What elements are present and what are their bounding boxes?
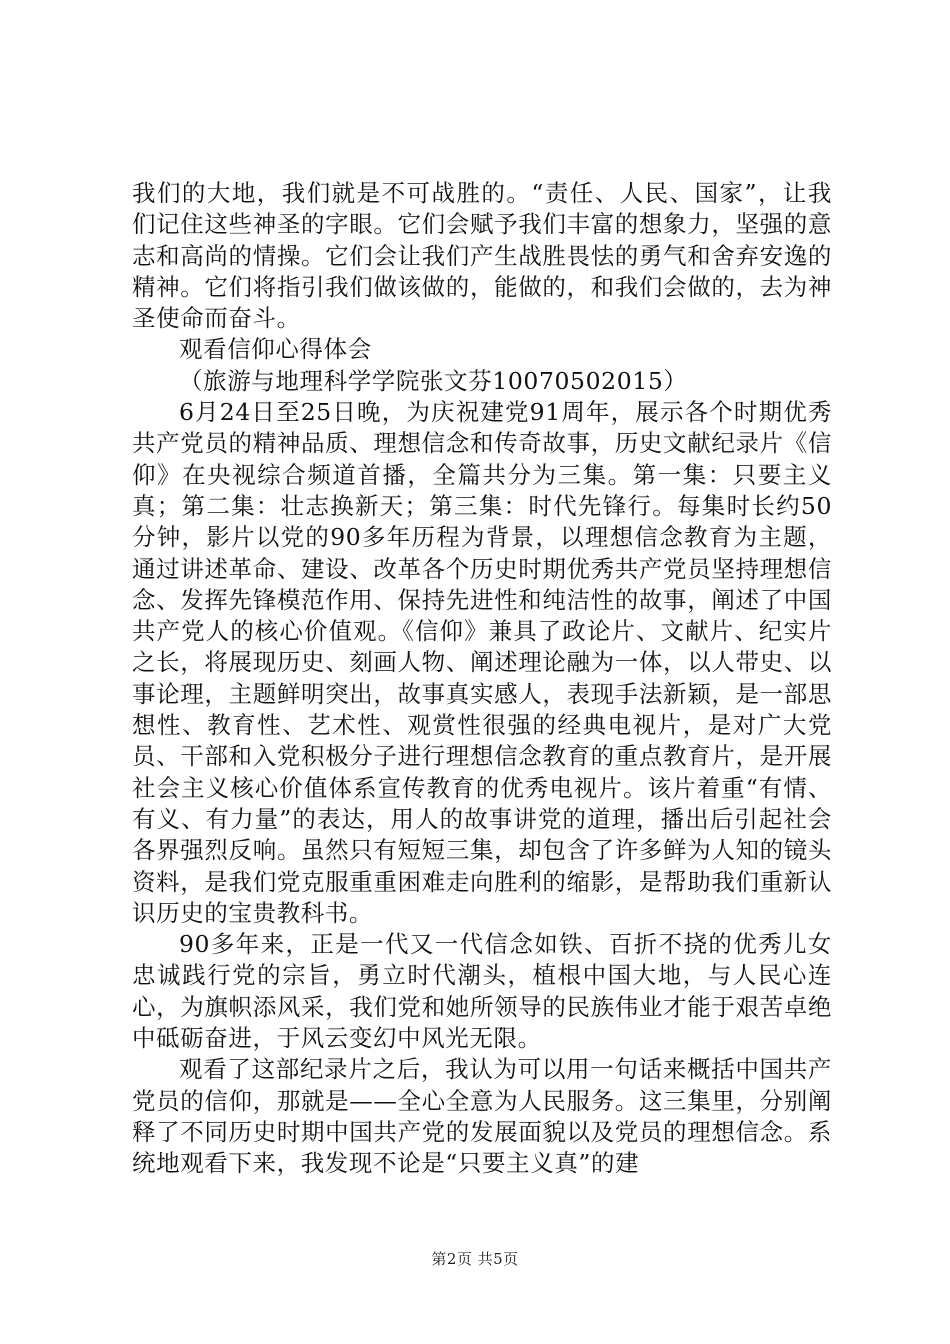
essay-title: 观看信仰心得体会 — [179, 335, 372, 364]
paragraph-reflection: 观看了这部纪录片之后，我认为可以用一句话来概括中国共产党员的信仰，那就是——全心全意为人民服务。这三集里，分别阐释了不同历史时期中国共产党的发展面貌以及党员的理想信念。系统地观看下来，我发现不论是“只要主义真”的建 — [132, 1055, 832, 1178]
document-body — [132, 178, 832, 1180]
paragraph-continuation: 我们的大地，我们就是不可战胜的。“责任、人民、国家”，让我们记住这些神圣的字眼。它们会赋予我们丰富的想象力，坚强的意志和高尚的情操。它们会让我们产生战胜畏怯的勇气和舍弃安逸的精神。它们将指引我们做该做的，能做的，和我们会做的，去为神圣使命而奋斗。 — [132, 179, 832, 333]
paragraph-intro: 6月24日至25日晚，为庆祝建党91周年，展示各个时期优秀共产党员的精神品质、理想信念和传奇故事，历史文献纪录片《信仰》在央视综合频道首播，全篇共分为三集。第一集：只要主义真；第二集：壮志换新天；第三集：时代先锋行。每集时长约50分钟，影片以党的90多年历程为背景，以理想信念教育为主题，通过讲述革命、建设、改革各个历史时期优秀共产党员坚持理想信念、发挥先锋模范作用、保持先进性和纯洁性的故事，阐述了中国共产党人的核心价值观。《信仰》兼具了政论片、文献片、纪实片之长，将展现历史、刻画人物、阐述理论融为一体，以人带史、以事论理，主题鲜明突出，故事真实感人，表现手法新颖，是一部思想性、教育性、艺术性、观赏性很强的经典电视片，是对广大党员、干部和入党积极分子进行理想信念教育的重点教育片，是开展社会主义核心价值体系宣传教育的优秀电视片。该片着重“有情、有义、有力量”的表达，用人的故事讲党的道理，播出后引起社会各界强烈反响。虽然只有短短三集，却包含了许多鲜为人知的镜头资料，是我们党克服重重困难走向胜利的缩影，是帮助我们重新认识历史的宝贵教科书。 — [132, 398, 832, 927]
paragraph-history: 90多年来，正是一代又一代信念如铁、百折不挠的优秀儿女忠诚践行党的宗旨，勇立时代潮头，植根中国大地，与人民心连心，为旗帜添风采，我们党和她所领导的民族伟业才能于艰苦卓绝中砥砺奋进，于风云变幻中风光无限。 — [132, 930, 832, 1053]
author-line: （旅游与地理科学学院张文芬10070502015） — [179, 366, 688, 395]
page-number-footer: 第2页 共5页 — [431, 1250, 519, 1268]
